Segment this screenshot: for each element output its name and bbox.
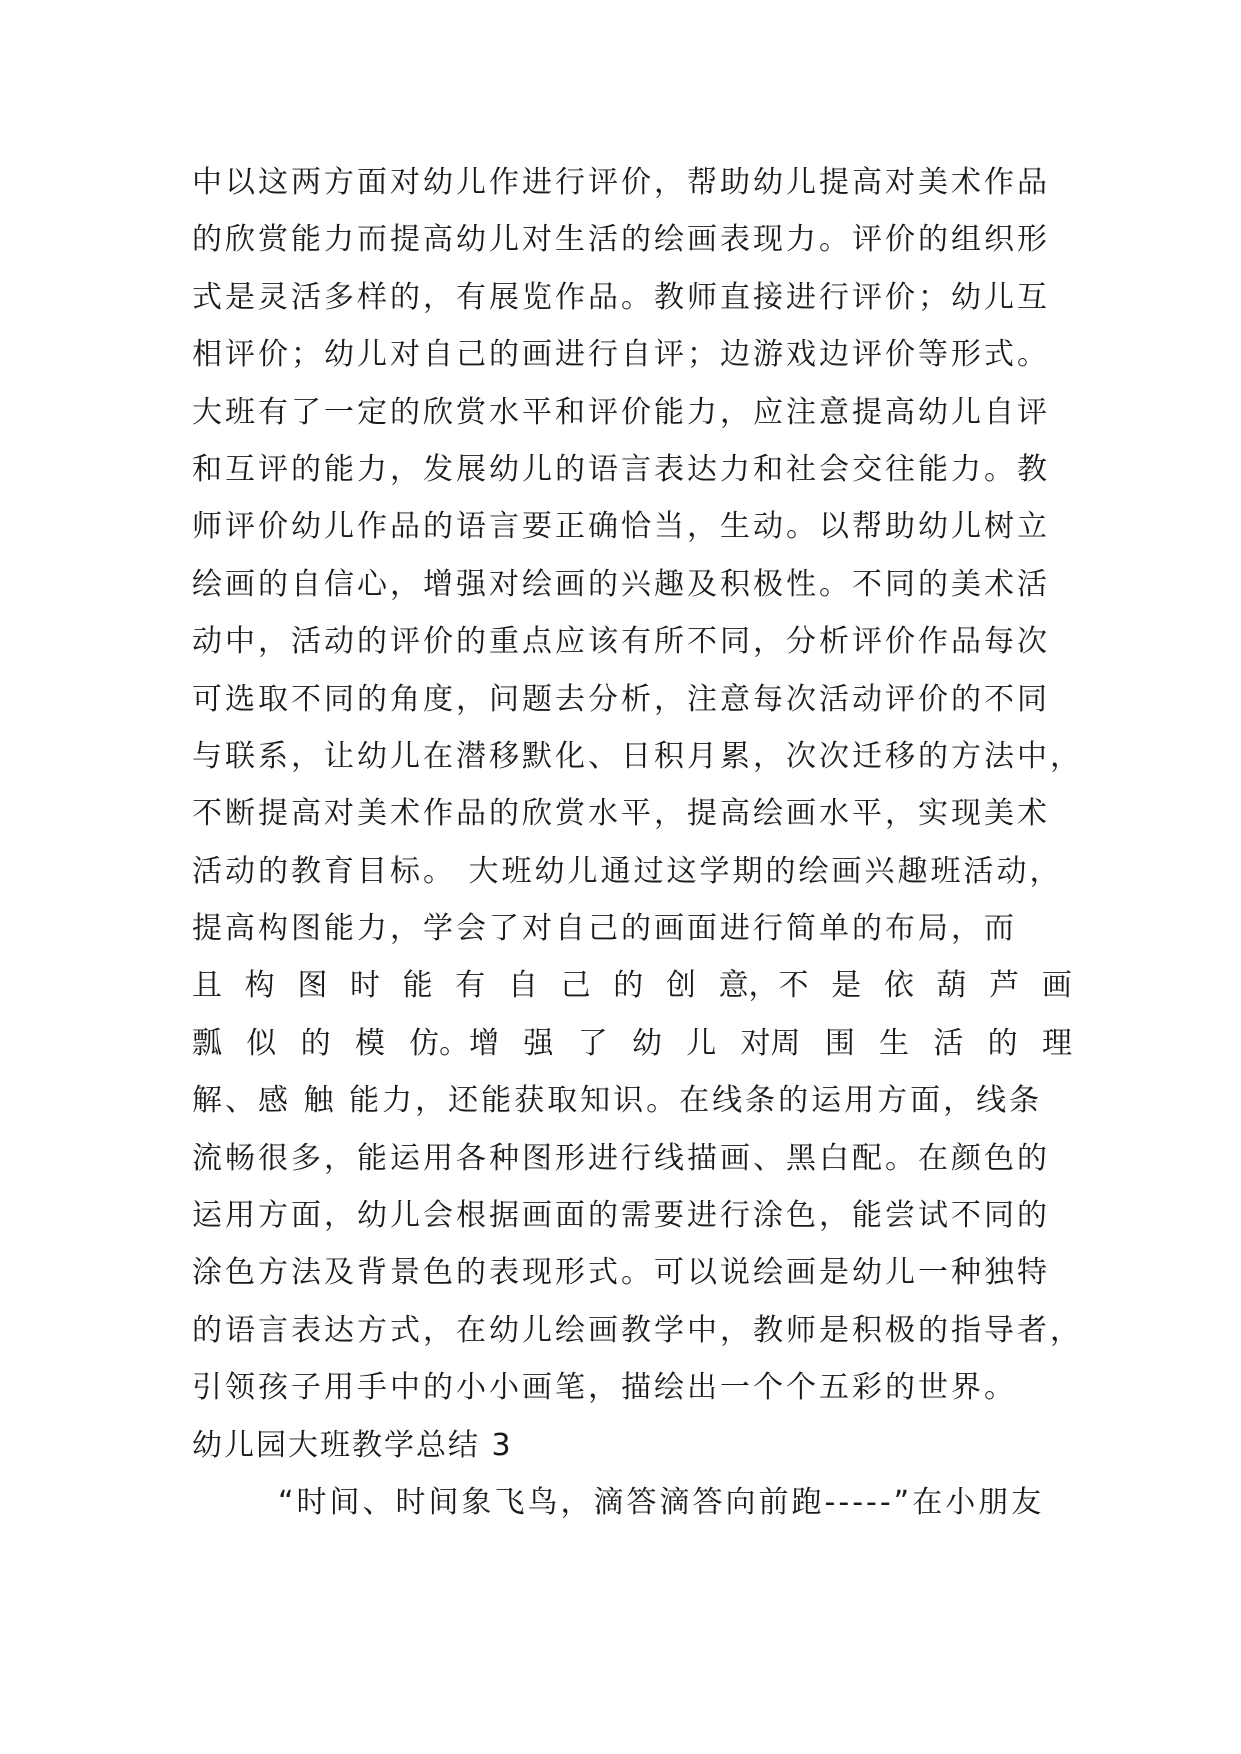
text-fragment: 了 xyxy=(577,1025,608,1061)
paragraph-line: 师评价幼儿作品的语言要正确恰当，生动。以帮助幼儿树立 xyxy=(192,509,1050,545)
paragraph-line: 流畅很多，能运用各种图形进行线描画、黑白配。在颜色的 xyxy=(192,1140,1050,1176)
text-fragment: 的 xyxy=(613,968,644,1004)
paragraph-line: 绘画的自信心，增强对绘画的兴趣及积极性。不同的美术活 xyxy=(192,566,1050,602)
text-fragment: 的 xyxy=(300,1025,331,1061)
paragraph-line: 式是灵活多样的，有展览作品。教师直接进行评价；幼儿互 xyxy=(192,279,1050,315)
text-fragment: 构 xyxy=(244,968,275,1004)
paragraph-line: 大班有了一定的欣赏水平和评价能力，应注意提高幼儿自评 xyxy=(192,394,1050,430)
text-fragment: 围 xyxy=(824,1025,855,1061)
paragraph-opening-line: “时间、时间象飞鸟，滴答滴答向前跑-----”在小朋友 xyxy=(278,1484,1045,1520)
paragraph-line: 相评价；幼儿对自己的画进行自评；边游戏边评价等形式。 xyxy=(192,337,1050,373)
text-fragment: 创 xyxy=(665,968,696,1004)
text-fragment: 自 xyxy=(507,968,538,1004)
text-fragment: 时 xyxy=(349,968,380,1004)
paragraph-line: 与联系，让幼儿在潜移默化、日积月累，次次迁移的方法中， xyxy=(192,738,1083,774)
paragraph-line: 提高构图能力，学会了对自己的画面进行简单的布局，而 xyxy=(192,911,1017,947)
text-fragment: 对周 xyxy=(740,1025,801,1061)
paragraph-line: 的欣赏能力而提高幼儿对生活的绘画表现力。评价的组织形 xyxy=(192,222,1050,258)
paragraph-line: 不断提高对美术作品的欣赏水平，提高绘画水平，实现美术 xyxy=(192,796,1050,832)
text-fragment: 儿 xyxy=(686,1025,717,1061)
paragraph-line: 解、感 触 能力，还能获取知识。在线条的运用方面，线条 xyxy=(192,1083,1043,1119)
paragraph-line: 中以这两方面对幼儿作进行评价，帮助幼儿提高对美术作品 xyxy=(192,165,1050,200)
text-fragment: 有 xyxy=(455,968,486,1004)
paragraph-line-justified xyxy=(192,957,1072,1014)
text-fragment: 理 xyxy=(1041,1025,1072,1061)
text-fragment: 活 xyxy=(933,1025,964,1061)
document-body xyxy=(192,154,1083,1531)
paragraph-line: 涂色方法及背景色的表现形式。可以说绘画是幼儿一种独特 xyxy=(192,1255,1050,1291)
text-fragment: 依 xyxy=(883,968,914,1004)
paragraph-line: 动中，活动的评价的重点应该有所不同，分析评价作品每次 xyxy=(192,624,1050,660)
text-fragment: 瓢 xyxy=(192,1025,222,1061)
text-fragment: 模 xyxy=(354,1025,385,1061)
text-fragment: 幼 xyxy=(631,1025,662,1061)
text-fragment: 己 xyxy=(560,968,591,1004)
text-fragment: 仿。增 xyxy=(409,1025,500,1061)
text-fragment: 强 xyxy=(523,1025,554,1061)
paragraph-line: 引领孩子用手中的小小画笔，描绘出一个个五彩的世界。 xyxy=(192,1370,1017,1406)
text-fragment: 葫 xyxy=(936,968,967,1004)
paragraph-line: 活动的教育目标。 大班幼儿通过这学期的绘画兴趣班活动， xyxy=(192,853,1063,889)
paragraph-line: 和互评的能力，发展幼儿的语言表达力和社会交往能力。教 xyxy=(192,451,1050,487)
text-fragment: 是 xyxy=(831,968,862,1004)
text-fragment: 生 xyxy=(879,1025,910,1061)
text-fragment: 似 xyxy=(246,1025,277,1061)
paragraph-line: 运用方面，幼儿会根据画面的需要进行涂色，能尝试不同的 xyxy=(192,1198,1050,1234)
text-fragment: 芦 xyxy=(989,968,1020,1004)
text-fragment: 意，不 xyxy=(718,968,809,1004)
paragraph-line: 可选取不同的角度，问题去分析，注意每次活动评价的不同 xyxy=(192,681,1050,717)
text-fragment: 画 xyxy=(1041,968,1072,1004)
paragraph-line-justified xyxy=(192,1015,1072,1072)
text-fragment: 的 xyxy=(987,1025,1018,1061)
text-fragment: 且 xyxy=(192,968,222,1004)
paragraph-line: 的语言表达方式，在幼儿绘画教学中，教师是积极的指导者， xyxy=(192,1312,1083,1348)
text-fragment: 图 xyxy=(297,968,328,1004)
text-fragment: 能 xyxy=(402,968,433,1004)
section-heading: 幼儿园大班教学总结 3 xyxy=(192,1427,513,1463)
